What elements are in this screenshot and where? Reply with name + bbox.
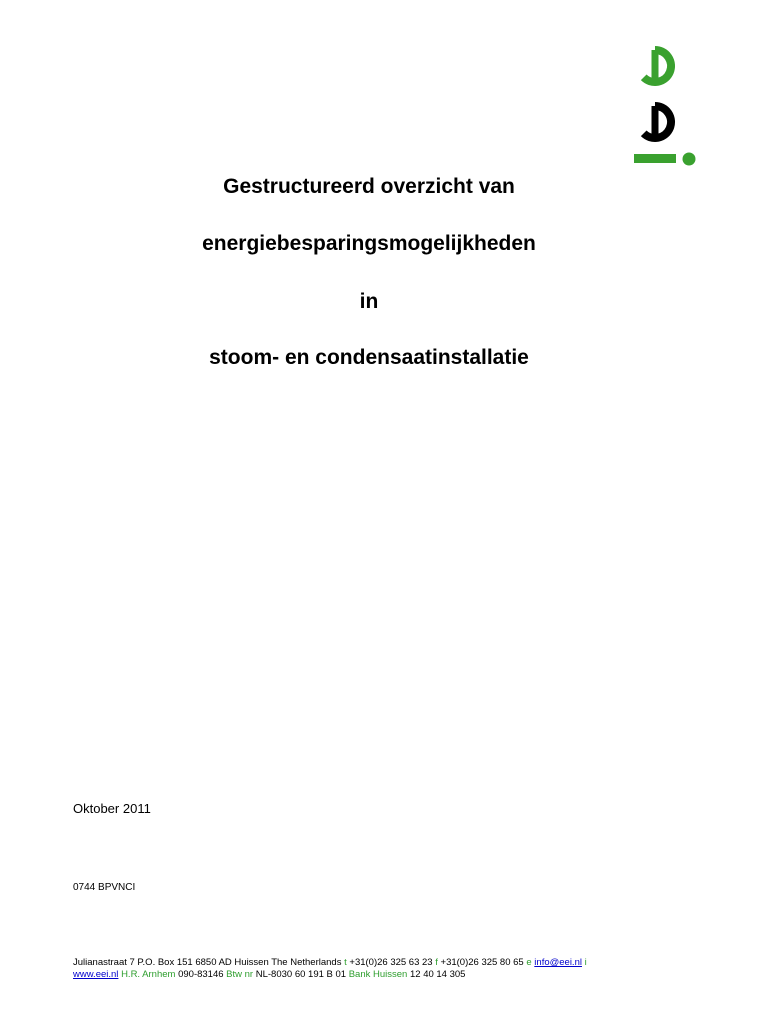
footer-website-link[interactable]: www.eei.nl bbox=[73, 969, 119, 980]
footer-address: Julianastraat 7 P.O. Box 151 6850 AD Huissen The Netherlands bbox=[73, 957, 342, 968]
footer-line-1 bbox=[73, 957, 723, 969]
title-line-3: in bbox=[359, 290, 379, 313]
footer-bank-number: 12 40 14 305 bbox=[409, 969, 466, 980]
title-line-4: stoom- en condensaatinstallatie bbox=[209, 346, 529, 369]
document-date: Oktober 2011 bbox=[73, 801, 151, 816]
footer-bank-label: Bank Huissen bbox=[348, 969, 408, 980]
footer-hr-number: 090-83146 bbox=[178, 969, 224, 980]
footer-fax-label: f bbox=[435, 957, 438, 968]
footer-web-label: i bbox=[584, 957, 587, 968]
logo-i-dot bbox=[683, 153, 696, 166]
document-reference: 0744 BPVNCI bbox=[73, 882, 136, 893]
footer-btw-label: Btw nr bbox=[226, 969, 254, 980]
logo-black-e bbox=[644, 106, 671, 138]
logo-green-e bbox=[644, 50, 671, 82]
footer-email-link[interactable]: info@eei.nl bbox=[534, 957, 582, 968]
footer-phone: +31(0)26 325 63 23 bbox=[349, 957, 433, 968]
footer-line-2 bbox=[73, 969, 723, 981]
footer bbox=[73, 957, 723, 981]
footer-hr-label: H.R. Arnhem bbox=[121, 969, 176, 980]
title-line-1: Gestructureerd overzicht van bbox=[223, 175, 515, 198]
footer-btw-number: NL-8030 60 191 B 01 bbox=[255, 969, 347, 980]
title-line-2: energiebesparingsmogelijkheden bbox=[202, 232, 536, 255]
footer-fax: +31(0)26 325 80 65 bbox=[440, 957, 524, 968]
eei-logo bbox=[626, 40, 706, 172]
logo-i-stem bbox=[634, 154, 676, 163]
footer-phone-label: t bbox=[344, 957, 347, 968]
footer-email-label: e bbox=[526, 957, 532, 968]
